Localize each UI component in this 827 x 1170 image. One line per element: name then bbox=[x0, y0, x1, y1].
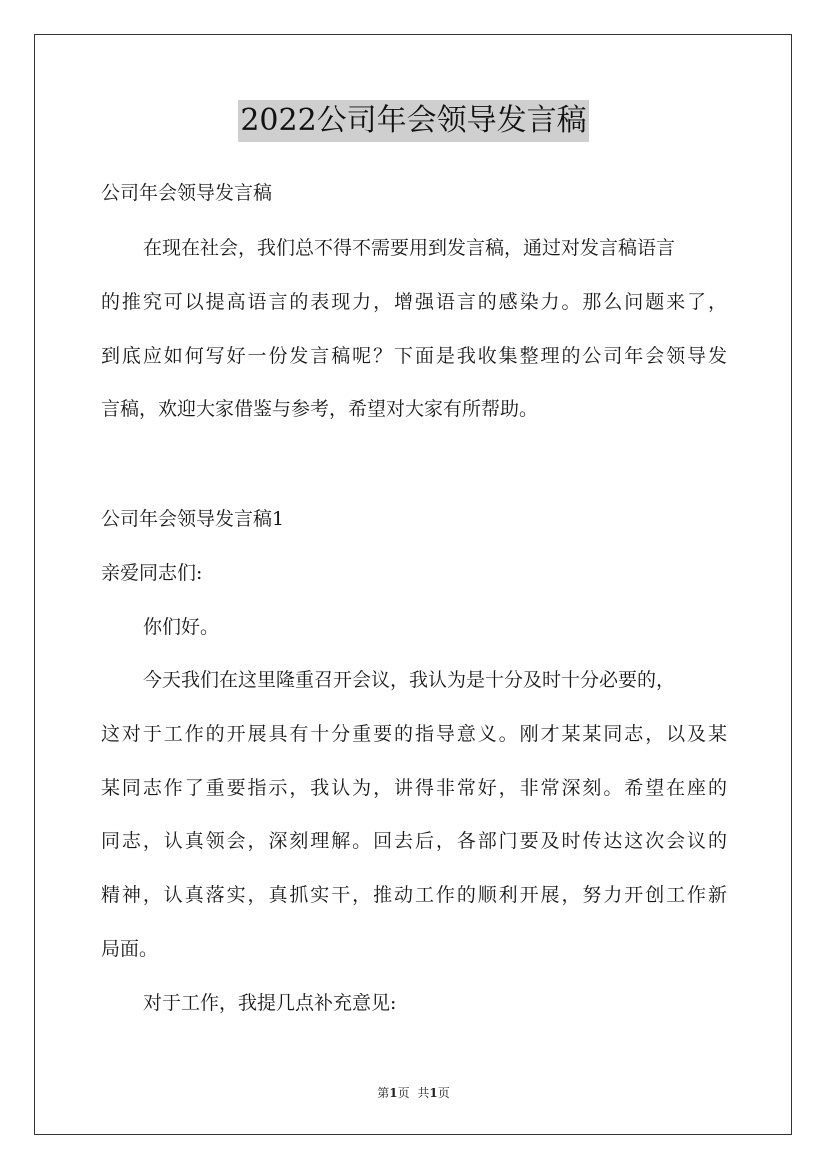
greeting: 你们好。 bbox=[143, 616, 220, 638]
intro-line-1: 在现在社会，我们总不得不需要用到发言稿，通过对发言稿语言 bbox=[143, 237, 676, 259]
salutation: 亲爱同志们: bbox=[101, 562, 203, 584]
body-line-2: 这对于工作的开展具有十分重要的指导意义。刚才某某同志，以及某 bbox=[101, 723, 727, 745]
closing-line: 对于工作，我提几点补充意见: bbox=[143, 992, 397, 1014]
body-line-6: 局面。 bbox=[101, 938, 159, 960]
document-title: 2022公司年会领导发言稿 bbox=[238, 100, 588, 142]
intro-line-3: 到底应如何写好一份发言稿呢？下面是我收集整理的公司年会领导发 bbox=[101, 345, 727, 367]
title-wrap bbox=[0, 100, 827, 142]
body-line-3: 某同志作了重要指示，我认为，讲得非常好，非常深刻。希望在座的 bbox=[101, 777, 727, 799]
footer-total-suffix: 页 bbox=[437, 1086, 450, 1100]
footer-page-suffix: 页 bbox=[397, 1086, 410, 1100]
body-line-1: 今天我们在这里隆重召开会议，我认为是十分及时十分必要的， bbox=[143, 669, 676, 691]
page-footer bbox=[0, 1084, 827, 1101]
intro-line-4: 言稿，欢迎大家借鉴与参考，希望对大家有所帮助。 bbox=[101, 398, 539, 420]
footer-prefix: 第 bbox=[377, 1086, 390, 1100]
footer-total-number: 1 bbox=[429, 1086, 438, 1100]
body-line-4: 同志，认真领会，深刻理解。回去后，各部门要及时传达这次会议的 bbox=[101, 830, 727, 852]
intro-line-2: 的推究可以提高语言的表现力，增强语言的感染力。那么问题来了， bbox=[101, 291, 727, 313]
body-line-5: 精神，认真落实，真抓实干，推动工作的顺利开展，努力开创工作新 bbox=[101, 884, 727, 906]
footer-page-number: 1 bbox=[389, 1086, 398, 1100]
subtitle: 公司年会领导发言稿 bbox=[101, 182, 273, 204]
section-heading: 公司年会领导发言稿1 bbox=[101, 508, 285, 530]
footer-total-prefix: 共 bbox=[417, 1086, 430, 1100]
